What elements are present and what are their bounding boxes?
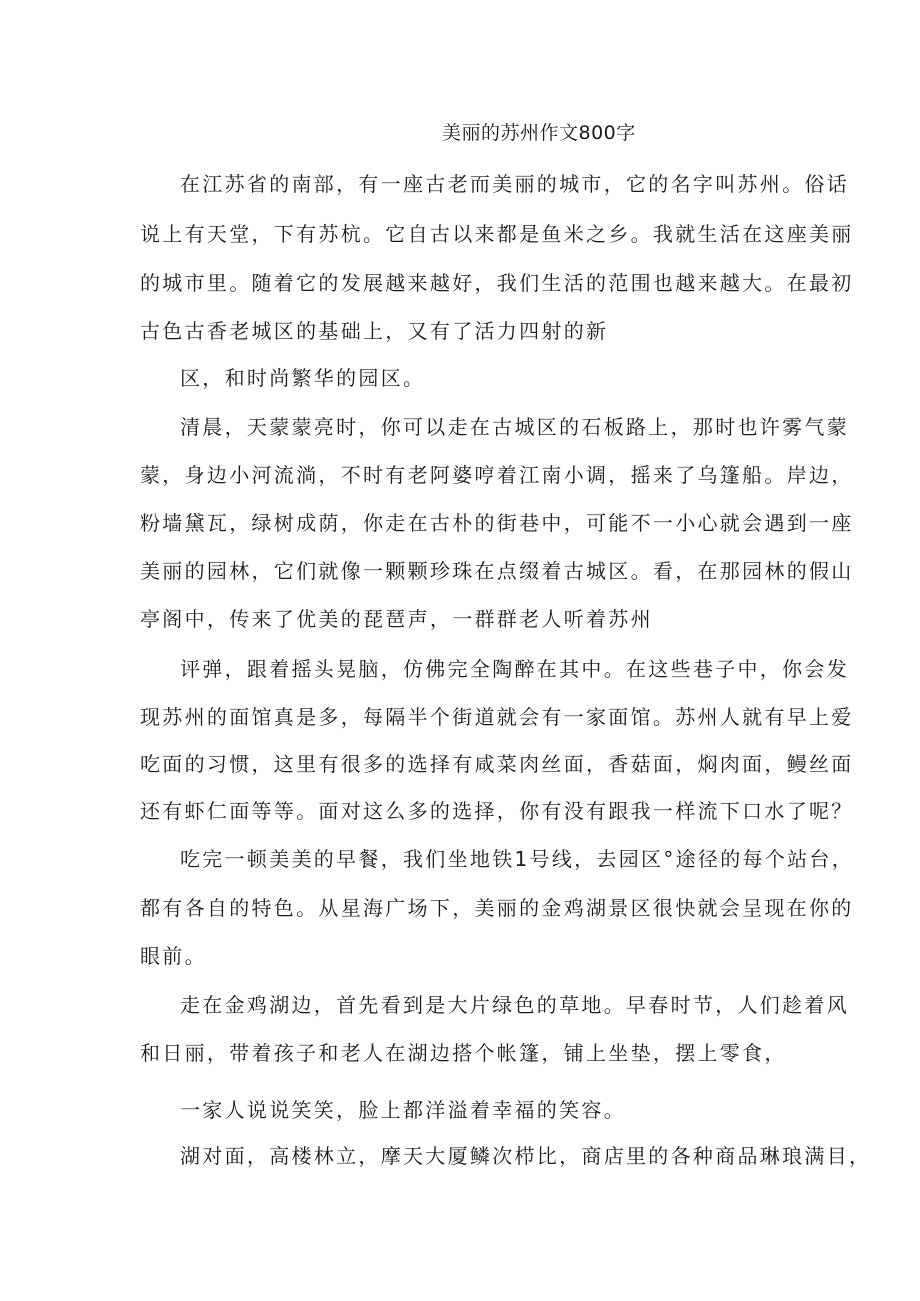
text-line: 还有虾仁面等等。面对这么多的选择，你有没有跟我一样流下口水了呢？	[140, 799, 854, 823]
text-line: 现苏州的面馆真是多，每隔半个街道就会有一家面馆。苏州人就有早上爱	[140, 705, 854, 729]
text-line: 吃完一顿美美的早餐，我们坐地铁1号线，去园区°途径的每个站台，	[180, 847, 855, 871]
text-line: 亭阁中，传来了优美的琵琶声，一群群老人听着苏州	[140, 607, 653, 631]
text-line: 蒙，身边小河流淌，不时有老阿婆哼着江南小调，摇来了乌篷船。岸边，	[140, 463, 854, 487]
text-line: 一家人说说笑笑，脸上都洋溢着幸福的笑容。	[180, 1098, 626, 1122]
text-line: 美丽的园林，它们就像一颗颗珍珠在点缀着古城区。看，在那园林的假山	[140, 559, 854, 583]
text-line: 说上有天堂，下有苏杭。它自古以来都是鱼米之乡。我就生活在这座美丽	[140, 222, 854, 246]
text-line: 和日丽，带着孩子和老人在湖边搭个帐篷，铺上坐垫，摆上零食，	[140, 1041, 787, 1065]
text-line: 区，和时尚繁华的园区。	[180, 366, 426, 390]
text-line: 古色古香老城区的基础上，又有了活力四射的新	[140, 319, 609, 343]
document-title: 美丽的苏州作文800字	[442, 122, 636, 144]
text-line: 走在金鸡湖边，首先看到是大片绿色的草地。早春时节，人们趁着风	[180, 993, 849, 1017]
text-line: 吃面的习惯，这里有很多的选择有咸菜肉丝面，香菇面，焖肉面，鳗丝面	[140, 752, 854, 776]
text-line: 的城市里。随着它的发展越来越好，我们生活的范围也越来越大。在最初	[140, 271, 854, 295]
text-line: 评弹，跟着摇头晃脑，仿佛完全陶醉在其中。在这些巷子中，你会发	[180, 657, 849, 681]
text-line: 都有各自的特色。从星海广场下，美丽的金鸡湖景区很快就会呈现在你的	[140, 896, 854, 920]
text-line: 粉墙黛瓦，绿树成荫，你走在古朴的街巷中，可能不一小心就会遇到一座	[140, 511, 854, 535]
text-line: 在江苏省的南部，有一座古老而美丽的城市，它的名字叫苏州。俗话	[180, 172, 849, 196]
text-line: 清晨，天蒙蒙亮时，你可以走在古城区的石板路上，那时也许雾气蒙	[180, 415, 849, 439]
text-line: 眼前。	[140, 944, 207, 968]
text-line: 湖对面，高楼林立，摩天大厦鳞次栉比，商店里的各种商品琳琅满目，	[180, 1144, 872, 1168]
